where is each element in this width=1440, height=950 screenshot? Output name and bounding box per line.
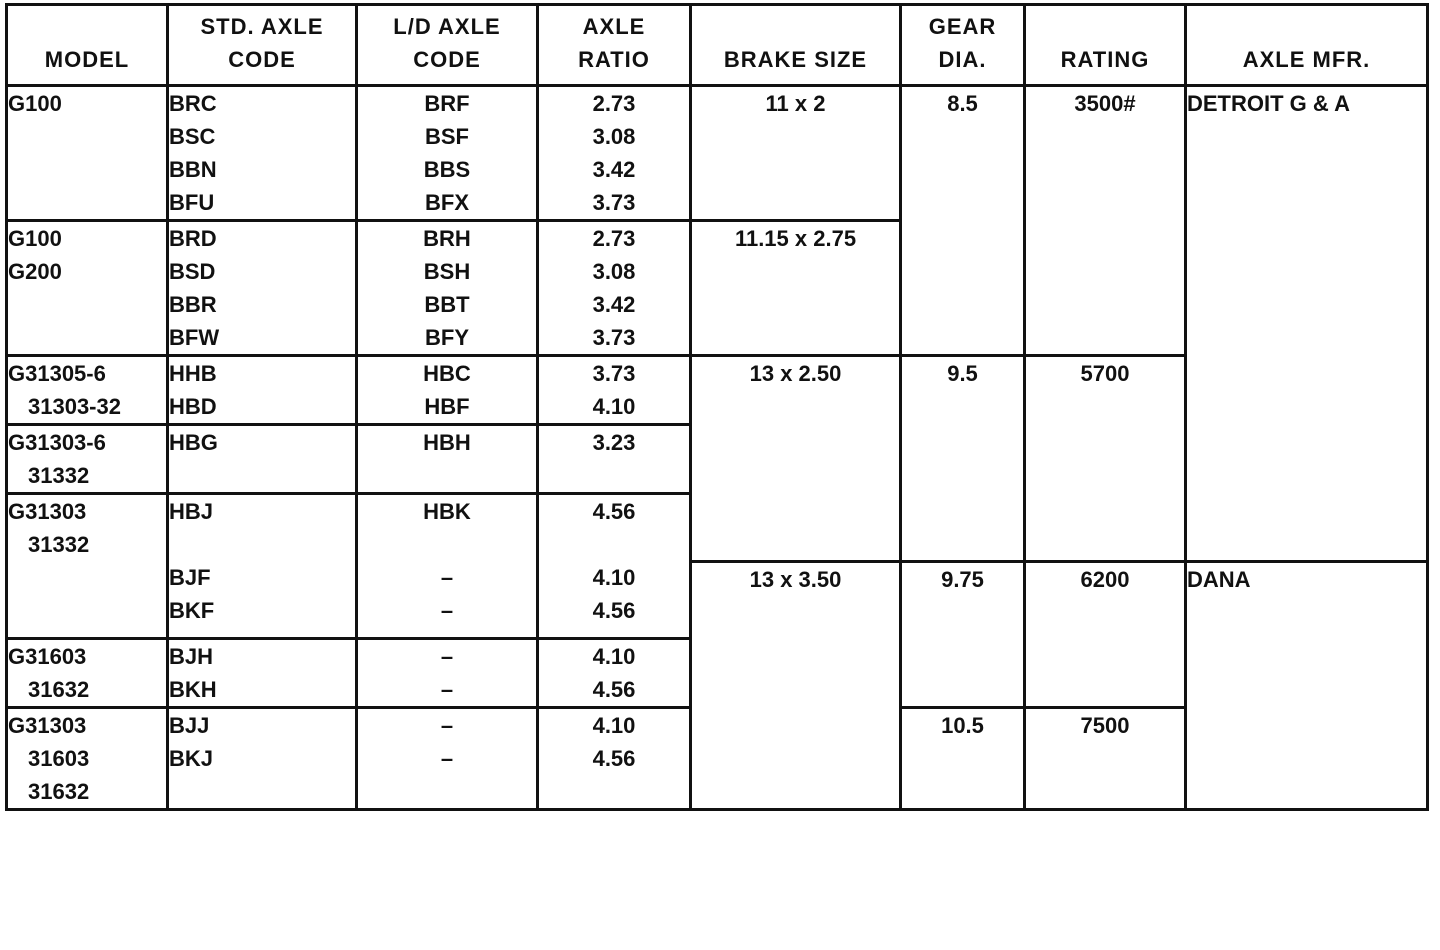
model-cell: G100 G200: [7, 221, 168, 356]
gear-dia-cell: 10.5: [901, 708, 1025, 810]
model-cell: [7, 561, 168, 639]
axle-mfr-cell: DETROIT G & A: [1186, 86, 1428, 562]
std-code-cell: BJJ BKJ: [168, 708, 357, 810]
ratio-cell: 2.73 3.08 3.42 3.73: [538, 221, 691, 356]
ld-code-cell: – –: [357, 561, 538, 639]
ratio-cell: 2.73 3.08 3.42 3.73: [538, 86, 691, 221]
model-cell: G31303 31603 31632: [7, 708, 168, 810]
header-brake-size: BRAKE SIZE: [691, 5, 901, 86]
axle-specification-table: [5, 3, 1429, 811]
model-cell: G31603 31632: [7, 639, 168, 708]
std-code-cell: BJF BKF: [168, 561, 357, 639]
ratio-cell: 4.10 4.56: [538, 639, 691, 708]
gear-dia-cell: 8.5: [901, 86, 1025, 356]
rating-cell: 3500#: [1025, 86, 1186, 356]
std-code-cell: BJH BKH: [168, 639, 357, 708]
header-axle-ratio: AXLE RATIO: [538, 5, 691, 86]
rating-cell: 7500: [1025, 708, 1186, 810]
ratio-cell: 3.23: [538, 425, 691, 494]
brake-size-cell: 13 x 3.50: [691, 561, 901, 810]
std-code-cell: HHB HBD: [168, 356, 357, 425]
model-cell: G31303-6 31332: [7, 425, 168, 494]
ratio-cell: 4.10 4.56: [538, 708, 691, 810]
header-axle-mfr: AXLE MFR.: [1186, 5, 1428, 86]
ld-code-cell: HBC HBF: [357, 356, 538, 425]
table-row: [7, 86, 1428, 221]
std-code-cell: HBJ: [168, 494, 357, 562]
brake-size-cell: 11.15 x 2.75: [691, 221, 901, 356]
gear-dia-cell: 9.5: [901, 356, 1025, 562]
header-ld-axle-code: L/D AXLE CODE: [357, 5, 538, 86]
model-cell: G100: [7, 86, 168, 221]
header-std-axle-code: STD. AXLE CODE: [168, 5, 357, 86]
std-code-cell: HBG: [168, 425, 357, 494]
ld-code-cell: HBK: [357, 494, 538, 562]
ratio-cell: 4.10 4.56: [538, 561, 691, 639]
header-model: MODEL: [7, 5, 168, 86]
ld-code-cell: – –: [357, 708, 538, 810]
ratio-cell: 4.56: [538, 494, 691, 562]
ratio-cell: 3.73 4.10: [538, 356, 691, 425]
ld-code-cell: BRF BSF BBS BFX: [357, 86, 538, 221]
header-gear-dia: GEAR DIA.: [901, 5, 1025, 86]
ld-code-cell: BRH BSH BBT BFY: [357, 221, 538, 356]
model-cell: G31303 31332: [7, 494, 168, 562]
std-code-cell: BRD BSD BBR BFW: [168, 221, 357, 356]
axle-mfr-cell: DANA: [1186, 561, 1428, 810]
rating-cell: 6200: [1025, 561, 1186, 708]
ld-code-cell: – –: [357, 639, 538, 708]
brake-size-cell: 13 x 2.50: [691, 356, 901, 562]
table-row: [7, 561, 1428, 639]
model-cell: G31305-6 31303-32: [7, 356, 168, 425]
rating-cell: 5700: [1025, 356, 1186, 562]
ld-code-cell: HBH: [357, 425, 538, 494]
header-rating: RATING: [1025, 5, 1186, 86]
brake-size-cell: 11 x 2: [691, 86, 901, 221]
gear-dia-cell: 9.75: [901, 561, 1025, 708]
std-code-cell: BRC BSC BBN BFU: [168, 86, 357, 221]
header-row: [7, 5, 1428, 86]
